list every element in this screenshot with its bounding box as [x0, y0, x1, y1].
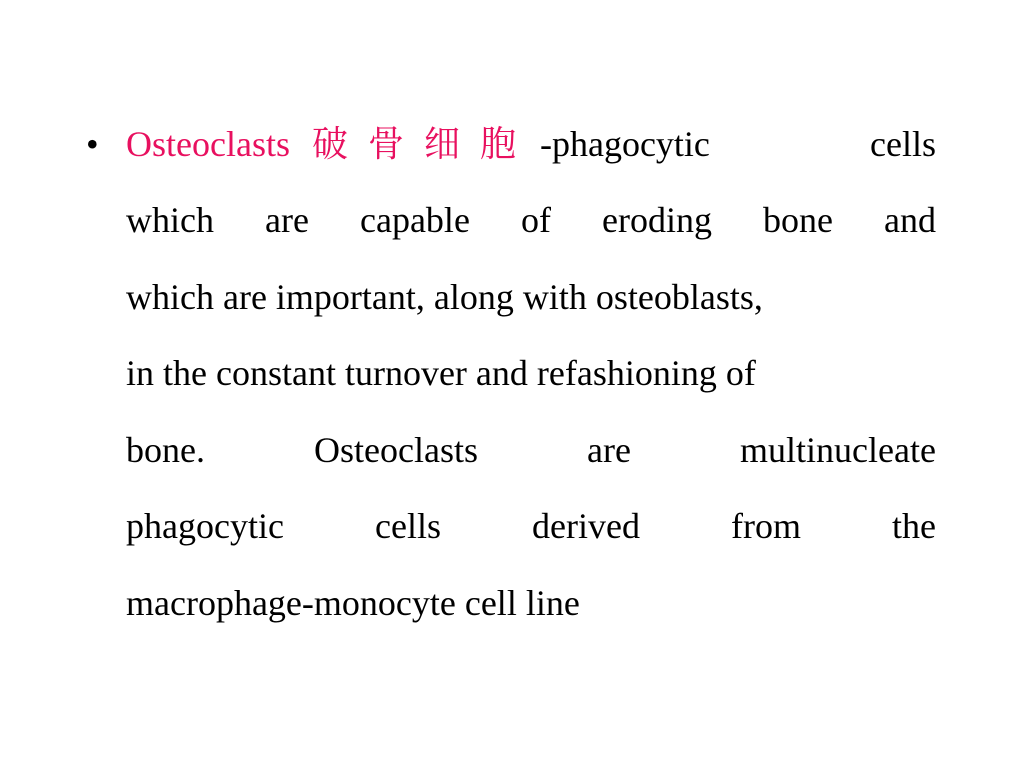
paragraph-line-1: [126, 124, 936, 164]
word: multinucleate: [740, 430, 936, 470]
word: which: [126, 200, 214, 240]
paragraph-line-4: in the constant turnover and refashioning of: [126, 353, 756, 393]
word: capable: [360, 200, 470, 240]
paragraph-line-6: [126, 506, 936, 546]
word: are: [587, 430, 631, 470]
word: and: [884, 200, 936, 240]
word: derived: [532, 506, 640, 546]
definition-start: -phagocytic: [539, 124, 710, 164]
word: the: [892, 506, 936, 546]
bullet-marker: •: [86, 124, 99, 164]
paragraph-line-3: which are important, along with osteoblasts,: [126, 277, 763, 317]
paragraph-line-5: [126, 430, 936, 470]
term-english: Osteoclasts: [126, 124, 290, 164]
word: phagocytic: [126, 506, 284, 546]
word: cells: [374, 506, 441, 546]
word: of: [520, 200, 551, 240]
paragraph-line-2: [126, 200, 936, 240]
word: Osteoclasts: [314, 430, 478, 470]
paragraph-line-7: macrophage-monocyte cell line: [126, 583, 580, 623]
word: from: [730, 506, 801, 546]
term-chinese: 破骨细胞: [311, 124, 536, 164]
word: cells: [870, 124, 936, 164]
word: are: [265, 200, 309, 240]
word: bone.: [126, 430, 205, 470]
word: eroding: [601, 200, 712, 240]
word: bone: [762, 200, 833, 240]
term-heading: [126, 124, 710, 164]
